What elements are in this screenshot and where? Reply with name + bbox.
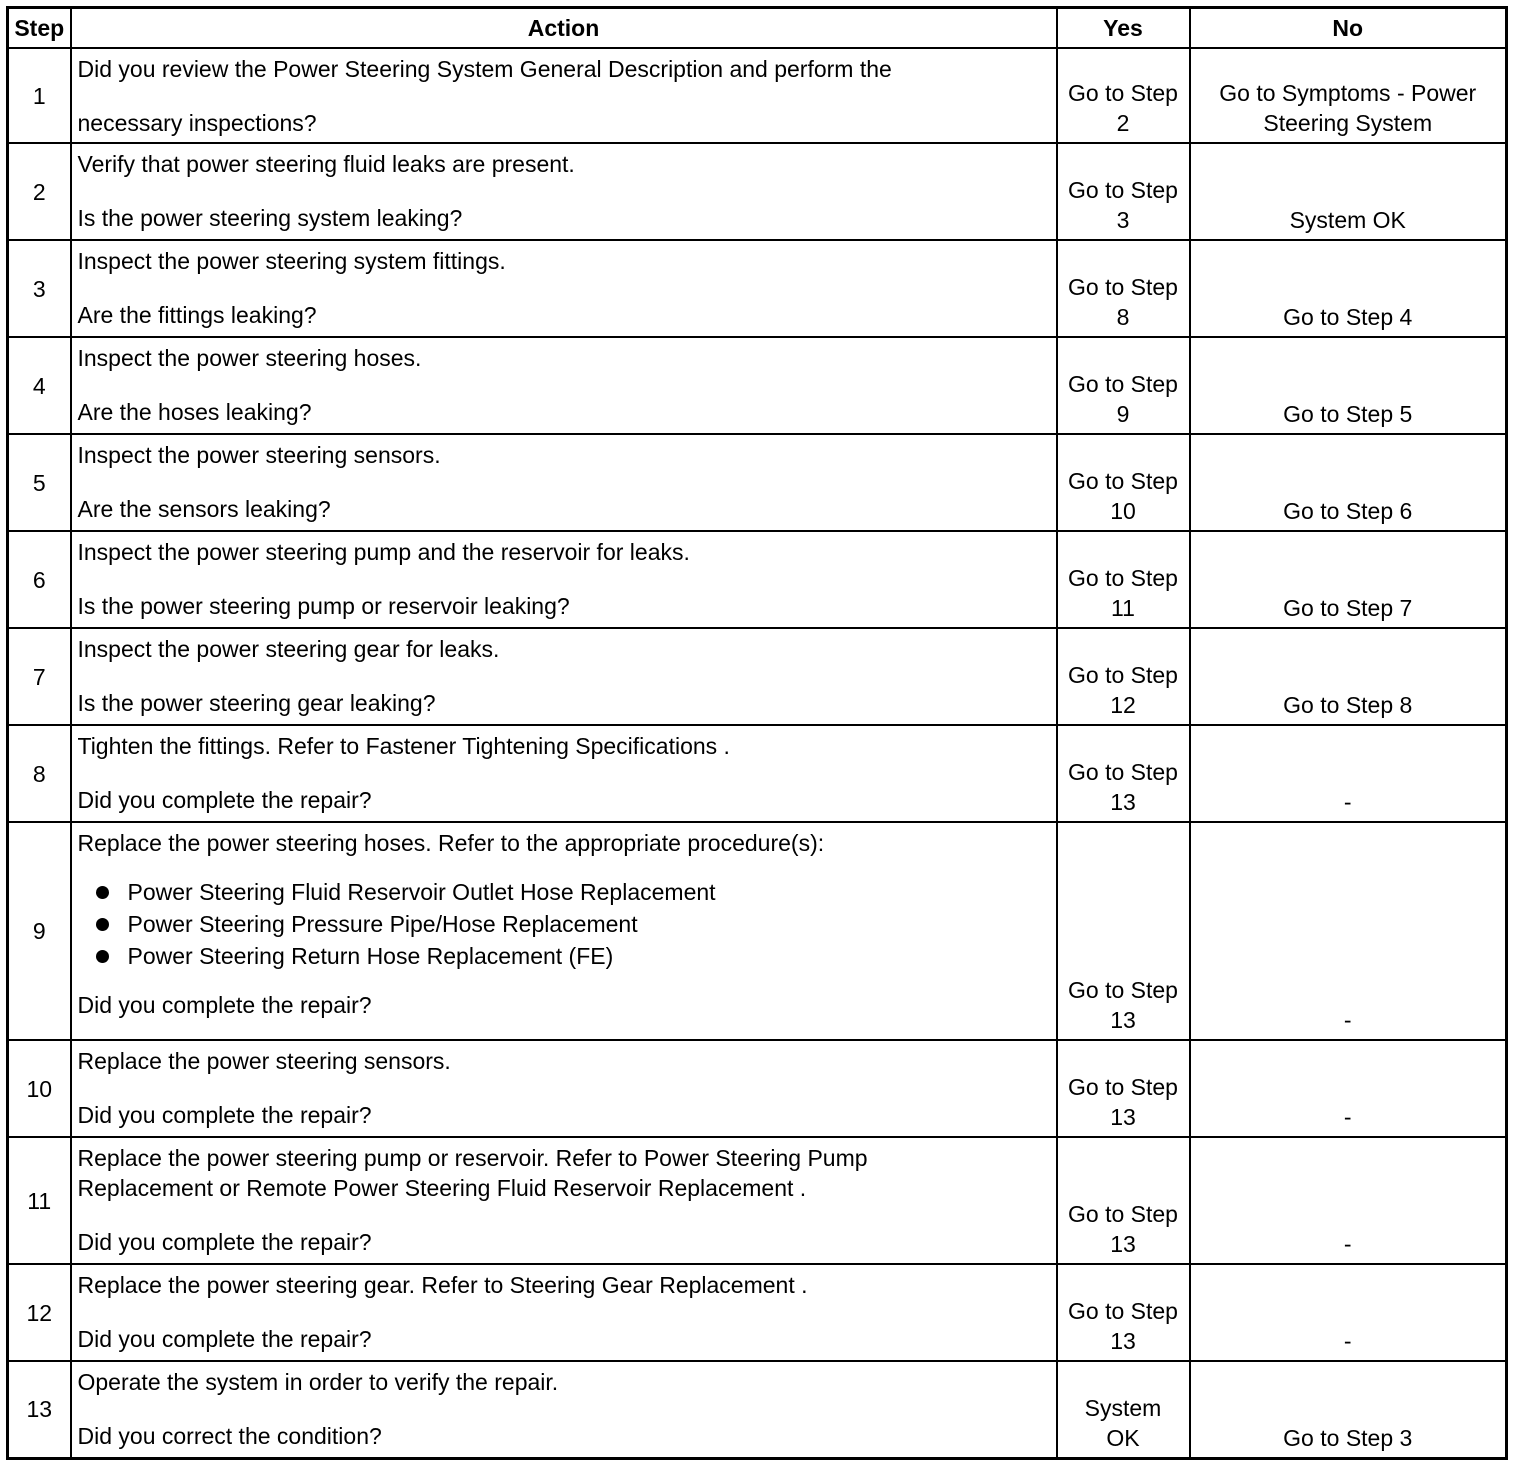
step-number: 5 — [8, 434, 71, 531]
yes-cell — [1057, 1137, 1190, 1264]
table-row — [8, 48, 1507, 143]
action-cell — [71, 725, 1057, 822]
list-item-text: Power Steering Fluid Reservoir Outlet Hose Replacement — [127, 879, 716, 905]
list-item-text: Power Steering Pressure Pipe/Hose Replacement — [127, 911, 638, 937]
yes-text: 8 — [1116, 304, 1130, 330]
action-text: Inspect the power steering gear for leaks. — [77, 636, 500, 662]
yes-cell — [1057, 628, 1190, 725]
action-text: Did you complete the repair? — [77, 992, 372, 1018]
yes-cell — [1057, 240, 1190, 337]
table-row — [8, 1361, 1507, 1458]
no-text: Go to Step 6 — [1283, 498, 1413, 524]
no-cell — [1190, 434, 1507, 531]
action-text: Inspect the power steering pump and the reservoir for leaks. — [77, 539, 690, 565]
yes-text: Go to Step — [1068, 80, 1178, 106]
yes-text: 9 — [1116, 401, 1130, 427]
yes-cell — [1057, 1361, 1190, 1458]
table-row — [8, 1137, 1507, 1264]
list-item — [78, 876, 1050, 908]
step-number: 4 — [8, 337, 71, 434]
step-number: 13 — [8, 1361, 71, 1458]
yes-text: Go to Step — [1068, 759, 1178, 785]
yes-text: 13 — [1110, 1104, 1136, 1130]
yes-text: System — [1084, 1394, 1162, 1421]
action-text: Replace the power steering sensors. — [77, 1048, 451, 1074]
yes-text: Go to Step — [1068, 371, 1178, 397]
header-step: Step — [8, 8, 71, 49]
table-row — [8, 822, 1507, 1040]
yes-cell — [1057, 434, 1190, 531]
action-cell — [71, 822, 1057, 1040]
no-text: Go to Symptoms - Power — [1219, 80, 1477, 106]
yes-text: 12 — [1110, 692, 1136, 718]
action-cell — [71, 240, 1057, 337]
action-text: Is the power steering pump or reservoir leaking? — [77, 593, 570, 619]
action-text: Are the fittings leaking? — [77, 302, 317, 328]
table-row — [8, 240, 1507, 337]
yes-text: 2 — [1116, 110, 1130, 136]
no-cell — [1190, 337, 1507, 434]
no-cell — [1190, 531, 1507, 628]
action-text: Is the power steering gear leaking? — [77, 690, 436, 716]
diagnostic-table — [6, 6, 1508, 1460]
table-row — [8, 1040, 1507, 1137]
action-cell — [71, 531, 1057, 628]
action-text: Did you complete the repair? — [77, 1326, 372, 1352]
action-cell — [71, 628, 1057, 725]
yes-text: Go to Step — [1068, 1298, 1178, 1324]
yes-text: Go to Step — [1068, 565, 1178, 591]
action-text: Operate the system in order to verify the repair. — [77, 1369, 559, 1395]
no-text: - — [1343, 789, 1352, 815]
action-cell — [71, 434, 1057, 531]
no-text: - — [1343, 1328, 1352, 1354]
table-row — [8, 1264, 1507, 1361]
step-number: 9 — [8, 822, 71, 1040]
yes-text: 10 — [1110, 498, 1136, 524]
yes-text: Go to Step — [1068, 977, 1178, 1003]
action-text: Did you complete the repair? — [77, 787, 372, 813]
yes-text: OK — [1106, 1424, 1140, 1451]
no-text: - — [1343, 1007, 1352, 1033]
no-text: Go to Step 7 — [1283, 595, 1413, 621]
no-text: Steering System — [1263, 110, 1433, 136]
table-row — [8, 531, 1507, 628]
yes-cell — [1057, 48, 1190, 143]
yes-text: Go to Step — [1068, 468, 1178, 494]
no-text: - — [1343, 1104, 1352, 1130]
action-text: Are the hoses leaking? — [77, 399, 312, 425]
step-number: 10 — [8, 1040, 71, 1137]
no-cell — [1190, 1361, 1507, 1458]
step-number: 3 — [8, 240, 71, 337]
action-text: Replace the power steering gear. Refer to Steering Gear Replacement . — [77, 1272, 808, 1298]
header-no: No — [1190, 8, 1507, 49]
action-cell — [71, 1264, 1057, 1361]
yes-cell — [1057, 531, 1190, 628]
action-text: Did you review the Power Steering System General Description and perform the — [77, 56, 892, 82]
yes-cell — [1057, 725, 1190, 822]
no-text: Go to Step 3 — [1283, 1424, 1413, 1451]
yes-text: 13 — [1110, 1007, 1136, 1033]
no-cell — [1190, 1040, 1507, 1137]
no-text: Go to Step 4 — [1283, 304, 1413, 330]
no-cell — [1190, 725, 1507, 822]
no-cell — [1190, 822, 1507, 1040]
action-text: Tighten the fittings. Refer to Fastener Tightening Specifications . — [77, 733, 730, 759]
no-text: Go to Step 5 — [1283, 401, 1413, 427]
action-text: Inspect the power steering hoses. — [77, 345, 422, 371]
header-yes: Yes — [1057, 8, 1190, 49]
action-text: Did you complete the repair? — [77, 1102, 372, 1128]
action-cell — [71, 1040, 1057, 1137]
header-action: Action — [71, 8, 1057, 49]
yes-text: Go to Step — [1068, 177, 1178, 203]
no-cell — [1190, 628, 1507, 725]
yes-cell — [1057, 1040, 1190, 1137]
yes-text: 3 — [1116, 207, 1130, 233]
yes-cell — [1057, 143, 1190, 240]
step-number: 6 — [8, 531, 71, 628]
step-number: 1 — [8, 48, 71, 143]
action-text: Is the power steering system leaking? — [77, 205, 463, 231]
table-row — [8, 337, 1507, 434]
list-item — [78, 908, 1050, 940]
no-cell — [1190, 1264, 1507, 1361]
bullet-icon — [96, 918, 109, 931]
step-number: 2 — [8, 143, 71, 240]
action-text: Inspect the power steering sensors. — [77, 442, 441, 468]
yes-text: Go to Step — [1068, 662, 1178, 688]
action-text: Replace the power steering hoses. Refer to the appropriate procedure(s): — [77, 830, 825, 856]
yes-text: 13 — [1110, 1231, 1136, 1257]
action-cell — [71, 143, 1057, 240]
table-row — [8, 143, 1507, 240]
no-cell — [1190, 1137, 1507, 1264]
action-text: Replacement or Remote Power Steering Fluid Reservoir Replacement . — [77, 1175, 807, 1201]
bullet-icon — [96, 950, 109, 963]
yes-cell — [1057, 822, 1190, 1040]
header-row — [8, 8, 1507, 49]
procedure-list — [78, 876, 1050, 972]
action-text: Did you correct the condition? — [77, 1423, 382, 1449]
action-cell — [71, 337, 1057, 434]
action-cell — [71, 1361, 1057, 1458]
table-row — [8, 725, 1507, 822]
yes-text: 13 — [1110, 1328, 1136, 1354]
action-text: Replace the power steering pump or reservoir. Refer to Power Steering Pump — [77, 1145, 868, 1171]
no-text: Go to Step 8 — [1283, 692, 1413, 718]
yes-cell — [1057, 337, 1190, 434]
table-row — [8, 628, 1507, 725]
action-cell — [71, 1137, 1057, 1264]
action-text: necessary inspections? — [77, 110, 317, 136]
action-text: Inspect the power steering system fittings. — [77, 248, 506, 274]
action-text: Did you complete the repair? — [77, 1229, 372, 1255]
no-cell — [1190, 48, 1507, 143]
table-row — [8, 434, 1507, 531]
step-number: 12 — [8, 1264, 71, 1361]
step-number: 8 — [8, 725, 71, 822]
no-cell — [1190, 240, 1507, 337]
yes-text: 11 — [1111, 595, 1135, 621]
step-number: 11 — [8, 1137, 71, 1264]
step-number: 7 — [8, 628, 71, 725]
yes-text: Go to Step — [1068, 1201, 1178, 1227]
yes-text: 13 — [1110, 789, 1136, 815]
action-text: Verify that power steering fluid leaks are present. — [77, 151, 575, 177]
yes-cell — [1057, 1264, 1190, 1361]
bullet-icon — [96, 886, 109, 899]
no-cell — [1190, 143, 1507, 240]
list-item — [78, 940, 1050, 972]
no-text: System OK — [1289, 207, 1406, 233]
no-text: - — [1343, 1231, 1352, 1257]
action-cell — [71, 48, 1057, 143]
table-body — [8, 48, 1507, 1458]
action-text: Are the sensors leaking? — [77, 496, 331, 522]
yes-text: Go to Step — [1068, 1074, 1178, 1100]
list-item-text: Power Steering Return Hose Replacement (FE) — [127, 943, 614, 969]
yes-text: Go to Step — [1068, 274, 1178, 300]
